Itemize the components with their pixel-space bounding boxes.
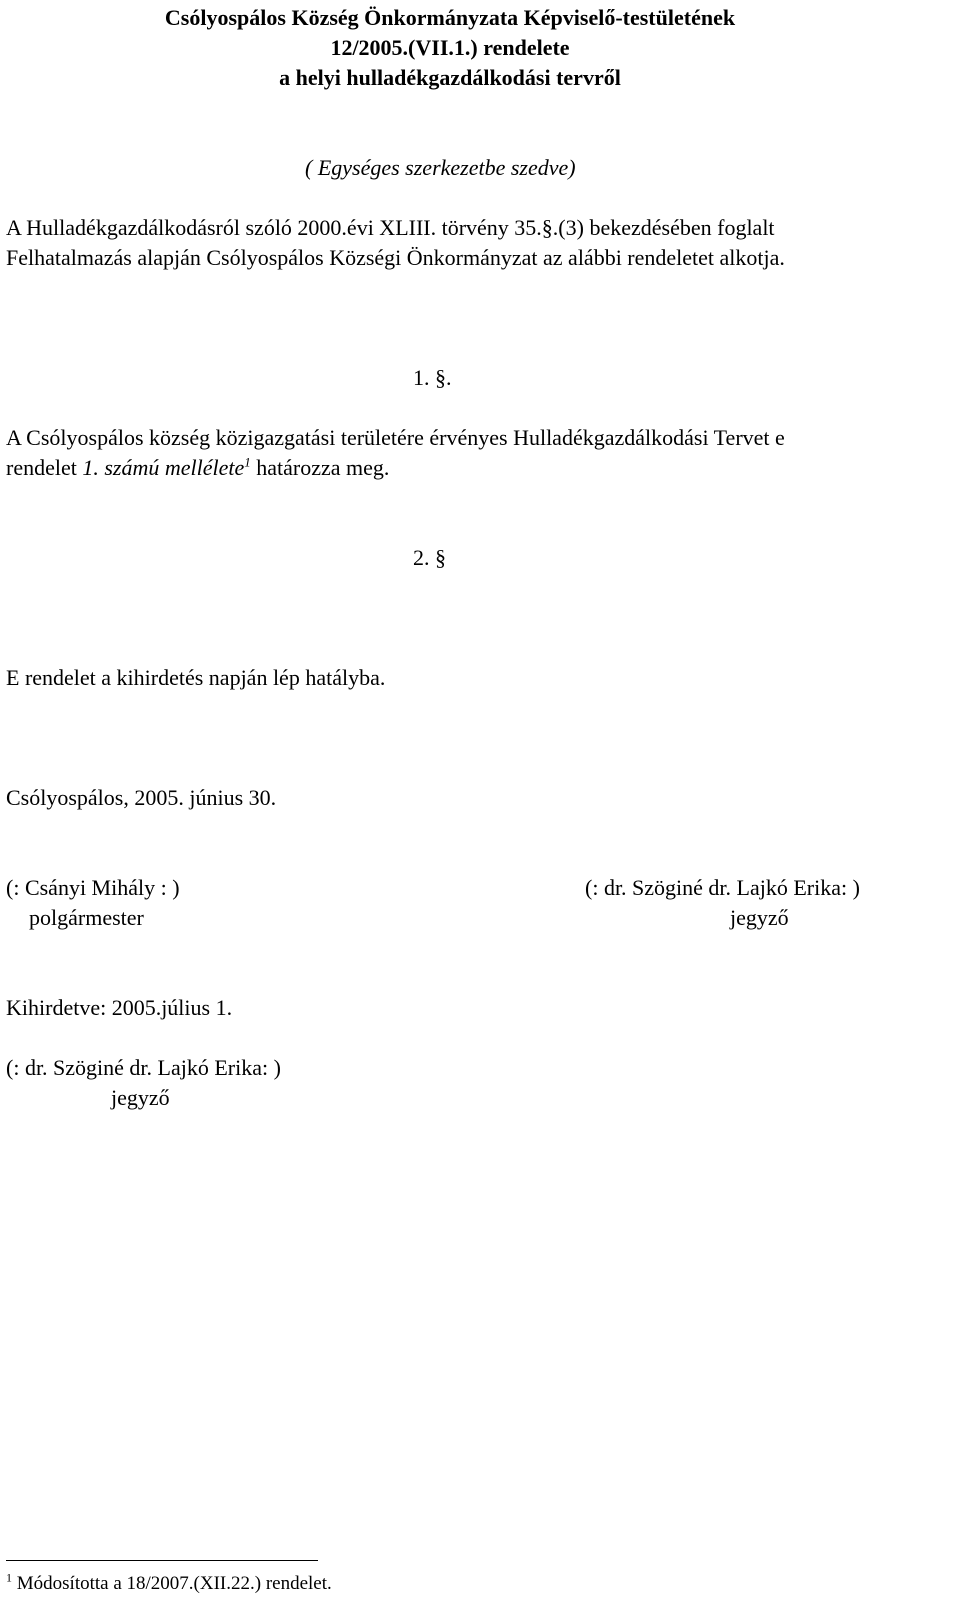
promulgation-signature-title: jegyző xyxy=(111,1085,170,1110)
footnote xyxy=(6,1571,332,1597)
document-subtitle: ( Egységes szerkezetbe szedve) xyxy=(305,155,576,180)
preamble-line-2: Felhatalmazás alapján Csólyospálos Községi Önkormányzat az alábbi rendeletet alkotja. xyxy=(6,245,785,270)
notary-signature-name: (: dr. Szöginé dr. Lajkó Erika: ) xyxy=(585,875,860,900)
section-1-text-line-1: A Csólyospálos község közigazgatási területére érvényes Hulladékgazdálkodási Tervet e xyxy=(6,425,785,450)
section-1-text-end: határozza meg. xyxy=(250,455,390,480)
section-1-text-line-2 xyxy=(6,453,389,483)
section-2-text: E rendelet a kihirdetés napján lép hatályba. xyxy=(6,665,386,690)
section-2-heading: 2. § xyxy=(413,545,446,570)
footnote-marker: 1 xyxy=(6,1570,12,1585)
footnote-separator xyxy=(6,1560,318,1561)
section-1-heading: 1. §. xyxy=(413,365,452,390)
section-1-text-start: rendelet xyxy=(6,455,83,480)
footnote-reference: 1 xyxy=(244,454,251,470)
notary-signature-title: jegyző xyxy=(730,905,789,930)
place-and-date: Csólyospálos, 2005. június 30. xyxy=(6,785,277,810)
promulgation-signature-name: (: dr. Szöginé dr. Lajkó Erika: ) xyxy=(6,1055,281,1080)
preamble-line-1: A Hulladékgazdálkodásról szóló 2000.évi XLIII. törvény 35.§.(3) bekezdésében foglalt xyxy=(6,215,775,240)
document-title-line-2: 12/2005.(VII.1.) rendelete xyxy=(330,35,570,60)
document-title-line-3: a helyi hulladékgazdálkodási tervről xyxy=(279,65,621,90)
mayor-signature-title: polgármester xyxy=(29,905,144,930)
footnote-text: Módosította a 18/2007.(XII.22.) rendelet. xyxy=(12,1573,332,1594)
promulgation-text: Kihirdetve: 2005.július 1. xyxy=(6,995,233,1020)
document-title-line-1: Csólyospálos Község Önkormányzata Képviselő-testületének xyxy=(164,5,736,30)
annex-reference: 1. számú mellélete xyxy=(82,455,245,480)
mayor-signature-name: (: Csányi Mihály : ) xyxy=(6,875,180,900)
